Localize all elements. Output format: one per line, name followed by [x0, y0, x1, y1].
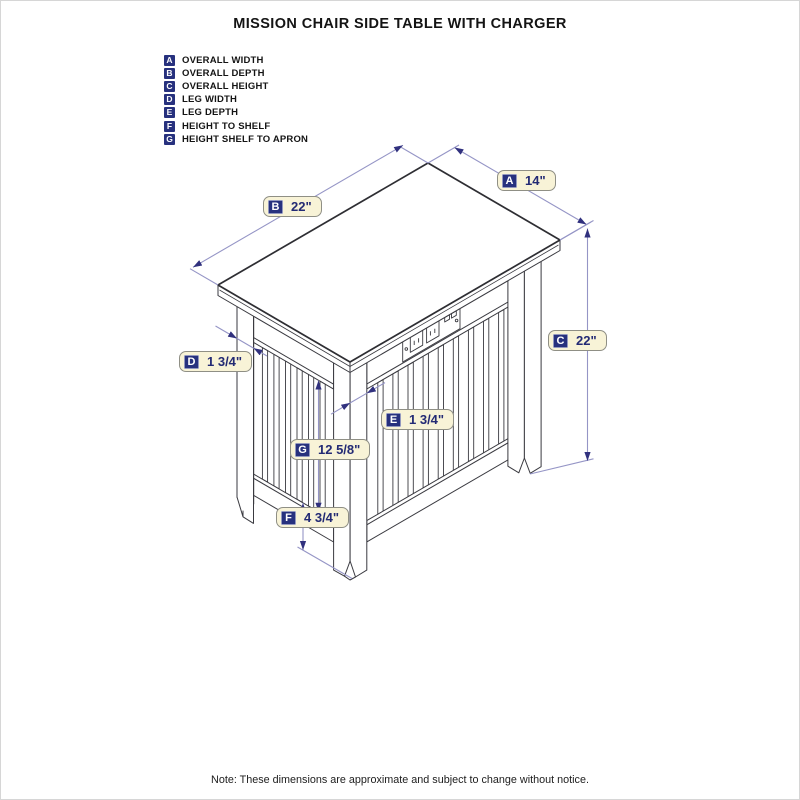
legend-label: OVERALL DEPTH [182, 68, 265, 80]
legend-label: OVERALL HEIGHT [182, 81, 269, 93]
callout-a-value: 14" [525, 173, 546, 188]
callout-g [290, 439, 370, 460]
callout-d-badge: D [184, 355, 199, 369]
callout-c-badge: C [553, 334, 568, 348]
legend-letter-badge: B [164, 68, 175, 79]
callout-b-badge: B [268, 200, 283, 214]
callout-e-badge: E [386, 413, 401, 427]
callout-a [497, 170, 556, 191]
callout-e [381, 409, 454, 430]
disclaimer-note: Note: These dimensions are approximate and subject to change without notice. [211, 774, 589, 786]
legend-letter-badge: E [164, 107, 175, 118]
callout-c [548, 330, 607, 351]
callout-a-badge: A [502, 174, 517, 188]
legend-letter-badge: C [164, 81, 175, 92]
callout-d-value: 1 3/4" [207, 354, 243, 369]
legend-label: LEG WIDTH [182, 94, 238, 106]
callout-f [276, 507, 349, 528]
callout-d [179, 351, 252, 372]
callout-b [263, 196, 322, 217]
legend-label: HEIGHT TO SHELF [182, 120, 271, 132]
legend-letter-badge: A [164, 55, 175, 66]
callout-f-badge: F [281, 511, 296, 525]
legend-label: OVERALL WIDTH [182, 55, 264, 67]
legend-label: LEG DEPTH [182, 107, 239, 119]
page-title: MISSION CHAIR SIDE TABLE WITH CHARGER [233, 16, 567, 32]
legend-letter-badge: G [164, 134, 175, 145]
legend-letter-badge: F [164, 121, 175, 132]
legend-label: HEIGHT SHELF TO APRON [182, 133, 309, 145]
callout-c-value: 22" [576, 333, 597, 348]
callout-g-badge: G [295, 443, 310, 457]
callout-f-value: 4 3/4" [304, 510, 340, 525]
side-table-drawing [218, 163, 560, 580]
callout-g-value: 12 5/8" [318, 442, 361, 457]
callout-e-value: 1 3/4" [409, 412, 445, 427]
callout-b-value: 22" [291, 199, 312, 214]
legend-letter-badge: D [164, 94, 175, 105]
